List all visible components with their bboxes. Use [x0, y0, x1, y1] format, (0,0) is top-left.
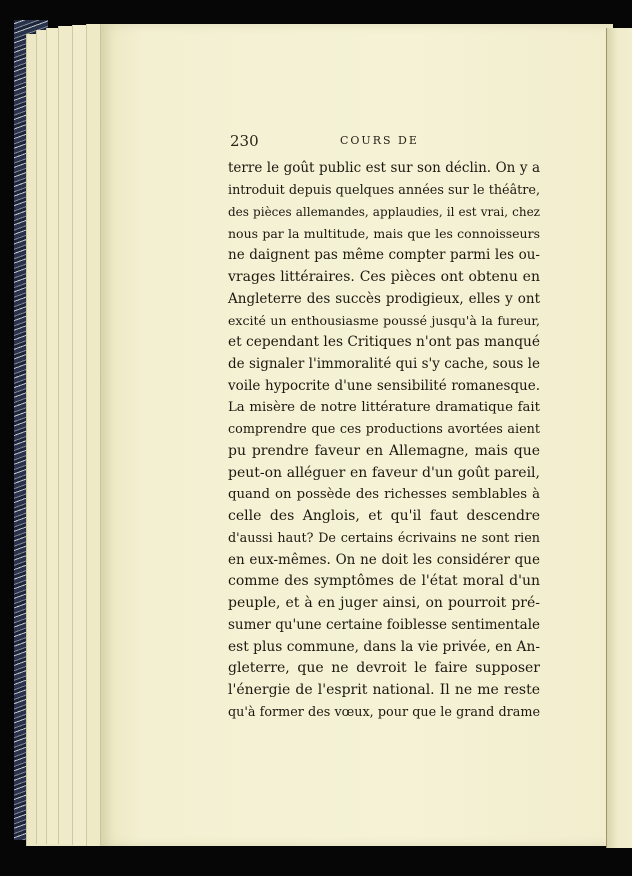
text-line: est plus commune, dans la vie privée, en An- — [228, 638, 540, 655]
body-text — [228, 158, 540, 724]
text-line: terre le goût public est sur son déclin. On y a — [228, 160, 540, 176]
text-line: celle des Anglois, et qu'il faut descendre — [228, 508, 540, 524]
running-head: COURS DE — [340, 134, 419, 147]
text-line: peut-on alléguer en faveur d'un goût pareil, — [228, 464, 540, 481]
text-line: et cependant les Critiques n'ont pas manqué — [228, 334, 540, 350]
text-line: gleterre, que ne devroit le faire supposer — [228, 660, 540, 677]
text-line: en eux-mêmes. On ne doit les considérer que — [228, 551, 540, 568]
facing-page-edge — [606, 28, 632, 848]
text-line: La misère de notre littérature dramatique fait — [228, 400, 540, 416]
text-line: voile hypocrite d'une sensibilité romanesque. — [228, 377, 540, 394]
text-line: sumer qu'une certaine foiblesse sentimentale — [228, 616, 540, 633]
text-line: peuple, et à en juger ainsi, on pourroit pré- — [228, 595, 540, 611]
text-line: pu prendre faveur en Allemagne, mais que — [228, 442, 540, 459]
text-line: quand on possède des richesses semblables à — [228, 487, 540, 503]
text-line: d'aussi haut? De certains écrivains ne sont rien — [228, 530, 540, 546]
page-header — [230, 132, 540, 152]
text-line: l'énergie de l'esprit national. Il ne me reste — [228, 682, 540, 698]
text-line: ne daignent pas même compter parmi les ou- — [228, 247, 540, 263]
text-line: comme des symptômes de l'état moral d'un — [228, 573, 540, 590]
text-line: comprendre que ces productions avortées aient — [228, 422, 540, 437]
text-line: nous par la multitude, mais que les connoisseurs — [228, 226, 540, 242]
page-number: 230 — [230, 132, 259, 150]
text-line: introduit depuis quelques années sur le théâtre, — [228, 182, 540, 198]
text-line: vrages littéraires. Ces pièces ont obtenu en — [228, 268, 540, 285]
text-line: Angleterre des succès prodigieux, elles y ont — [228, 290, 540, 307]
text-line: de signaler l'immoralité qui s'y cache, sous le — [228, 355, 540, 372]
text-line: qu'à former des vœux, pour que le grand drame — [228, 704, 540, 720]
text-line: excité un enthousiasme poussé jusqu'à la fureur, — [228, 313, 540, 329]
text-line: des pièces allemandes, applaudies, il est vrai, chez — [228, 204, 540, 219]
